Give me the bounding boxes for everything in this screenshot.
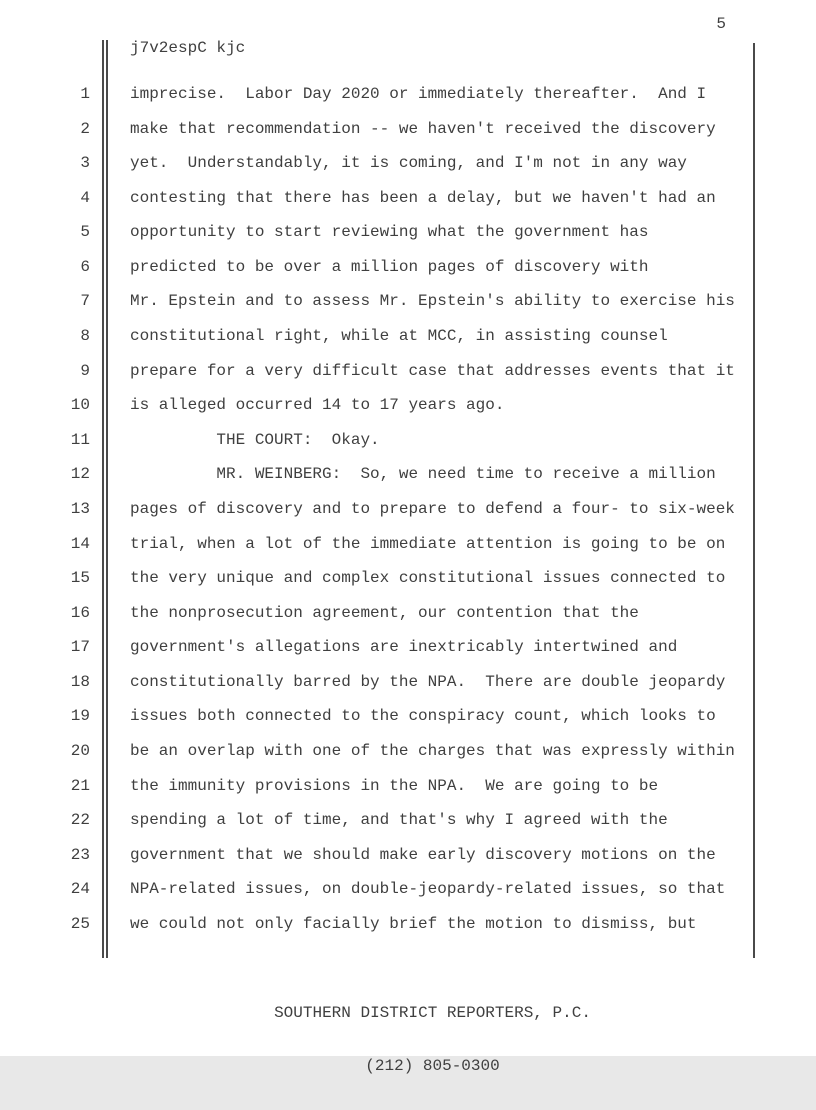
line-text: make that recommendation -- we haven't received the discovery [130, 119, 716, 138]
reporter-phone: (212) 805-0300 [365, 1056, 500, 1075]
line-text: trial, when a lot of the immediate attention is going to be on [130, 534, 726, 553]
transcript-line [0, 181, 816, 216]
transcript-line [0, 215, 816, 250]
line-number: 22 [70, 811, 90, 830]
transcript-line [0, 769, 816, 804]
line-number: 3 [80, 154, 90, 173]
line-text: we could not only facially brief the motion to dismiss, but [130, 914, 697, 933]
transcript-line [0, 388, 816, 423]
line-text: constitutional right, while at MCC, in assisting counsel [130, 327, 668, 346]
transcript-header-id: j7v2espC kjc [130, 39, 246, 57]
transcript-line [0, 803, 816, 838]
line-number: 4 [80, 188, 90, 207]
line-text: be an overlap with one of the charges that was expressly within [130, 741, 735, 760]
line-number: 13 [70, 499, 90, 518]
line-text: Mr. Epstein and to assess Mr. Epstein's ability to exercise his [130, 292, 735, 311]
transcript-line [0, 457, 816, 492]
line-number: 19 [70, 707, 90, 726]
line-number: 11 [70, 430, 90, 449]
line-number: 8 [80, 327, 90, 346]
transcript-line [0, 699, 816, 734]
line-text: THE COURT: Okay. [130, 430, 380, 449]
line-number: 18 [70, 672, 90, 691]
line-number: 1 [80, 85, 90, 103]
line-number: 10 [70, 396, 90, 415]
line-text: MR. WEINBERG: So, we need time to receive a million [130, 465, 716, 484]
transcript-body [0, 77, 816, 941]
line-number: 20 [70, 741, 90, 760]
transcript-line [0, 250, 816, 285]
line-number: 6 [80, 257, 90, 276]
transcript-line [0, 872, 816, 907]
line-text: is alleged occurred 14 to 17 years ago. [130, 396, 505, 415]
transcript-line [0, 284, 816, 319]
line-text: imprecise. Labor Day 2020 or immediately thereafter. And I [130, 85, 707, 103]
line-number: 9 [80, 361, 90, 380]
line-number: 5 [80, 223, 90, 242]
transcript-line [0, 77, 816, 112]
line-text: opportunity to start reviewing what the government has [130, 223, 649, 242]
line-text: contesting that there has been a delay, but we haven't had an [130, 188, 716, 207]
line-text: prepare for a very difficult case that addresses events that it [130, 361, 735, 380]
line-number: 23 [70, 845, 90, 864]
line-number: 21 [70, 776, 90, 795]
line-text: the very unique and complex constitutional issues connected to [130, 569, 726, 588]
transcript-line [0, 734, 816, 769]
line-text: the immunity provisions in the NPA. We are going to be [130, 776, 659, 795]
line-text: pages of discovery and to prepare to defend a four- to six-week [130, 499, 735, 518]
line-number: 14 [70, 534, 90, 553]
line-number: 17 [70, 638, 90, 657]
transcript-line [0, 561, 816, 596]
line-number: 12 [70, 465, 90, 484]
transcript-line [0, 354, 816, 389]
line-text: government's allegations are inextricably intertwined and [130, 638, 678, 657]
line-text: issues both connected to the conspiracy count, which looks to [130, 707, 716, 726]
line-number: 24 [70, 880, 90, 899]
transcript-line [0, 630, 816, 665]
line-text: government that we should make early discovery motions on the [130, 845, 716, 864]
line-number: 16 [70, 603, 90, 622]
reporter-footer [130, 970, 735, 1110]
transcript-line [0, 907, 816, 942]
reporter-name: SOUTHERN DISTRICT REPORTERS, P.C. [274, 1004, 591, 1022]
line-number: 7 [80, 292, 90, 311]
line-number: 15 [70, 569, 90, 588]
line-number: 25 [70, 914, 90, 933]
transcript-line [0, 112, 816, 147]
line-text: spending a lot of time, and that's why I agreed with the [130, 811, 668, 830]
transcript-line [0, 838, 816, 873]
line-text: constitutionally barred by the NPA. There are double jeopardy [130, 672, 726, 691]
transcript-line [0, 146, 816, 181]
transcript-line [0, 319, 816, 354]
transcript-line [0, 596, 816, 631]
line-text: yet. Understandably, it is coming, and I'm not in any way [130, 154, 687, 173]
transcript-line [0, 492, 816, 527]
line-number: 2 [80, 119, 90, 138]
transcript-line [0, 423, 816, 458]
line-text: predicted to be over a million pages of discovery with [130, 257, 649, 276]
line-text: the nonprosecution agreement, our contention that the [130, 603, 639, 622]
transcript-line [0, 665, 816, 700]
transcript-line [0, 527, 816, 562]
page-number: 5 [716, 15, 726, 33]
line-text: NPA-related issues, on double-jeopardy-related issues, so that [130, 880, 726, 899]
